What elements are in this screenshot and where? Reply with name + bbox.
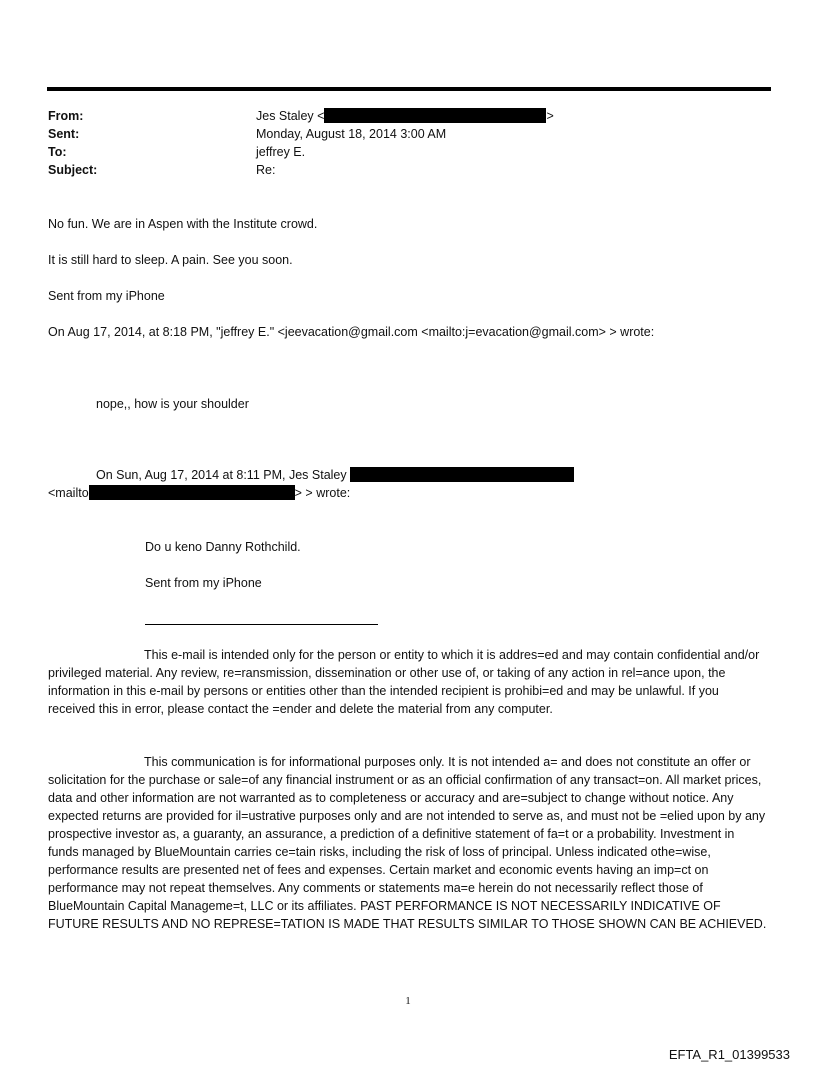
quoted-line: Sent from my iPhone [145,576,262,590]
quoted-line: Do u keno Danny Rothchild. [145,540,301,554]
sent-label: Sent: [48,127,80,141]
redaction-bar [89,485,295,500]
disclaimer-paragraph: This e-mail is intended only for the person or entity to which it is addres=ed and may contain confidential and/or privileged material. Any review, re=ransmission, dissemination or other use of, or taking of any action in rel=ance upon, the information in this e-mail by persons or entities other than the intended recipient is prohibi=ed and may be unlawful. If you received this in error, please contact the =ender and delete the material from any computer. [48,648,760,716]
document-id: EFTA_R1_01399533 [668,1047,790,1062]
from-name: Jes Staley < [256,109,325,123]
signature-divider [145,624,378,625]
subject-value: Re: [256,163,276,177]
quote-attribution: On Sun, Aug 17, 2014 at 8:11 PM, Jes Staley [96,468,351,482]
quote-wrote: > > wrote: [294,486,351,500]
sent-value: Monday, August 18, 2014 3:00 AM [256,127,447,141]
from-label: From: [48,109,84,123]
redaction-bar [350,467,574,482]
redaction-bar [324,108,546,123]
quoted-header [48,484,350,502]
from-value [256,107,554,125]
disclaimer-paragraph: This communication is for informational purposes only. It is not intended a= and does not constitute an offer or solicitation for the purchase or sale=of any financial instrument or as an official confirmation of any transact=on. All market prices, data and other information are not warranted as to completeness or accuracy and are=subject to change without notice. Any expected returns are provided for il=ustrative purposes only and are not intended to serve as, and must not be =elied upon by any prospective investor as, a guaranty, an assurance, a prediction of a definitive statement of fa=t or a probability. Investment in funds managed by BlueMountain carries ce=tain risks, including the risk of loss of principal. Unless indicated othe=wise, performance results are presented net of fees and expenses. Certain market and economic events having an imp=ct on performance may not repeat themselves. Any comments or statements ma=e herein do not necessarily reflect those of BlueMountain Capital Manageme=t, LLC or its affiliates. PAST PERFORMANCE IS NOT NECESSARILY INDICATIVE OF FUTURE RESULTS AND NO REPRESE=TATION IS MADE THAT RESULTS SIMILAR TO THOSE SHOWN CAN BE ACHIEVED. [48,755,767,931]
page-number: 1 [405,995,411,1007]
body-line: No fun. We are in Aspen with the Institute crowd. [48,217,318,231]
to-label: To: [48,145,67,159]
quoted-header [96,466,574,484]
header-rule [47,87,771,91]
quoted-header: On Aug 17, 2014, at 8:18 PM, "jeffrey E." <jeevacation@gmail.com <mailto:j=evacation@gmail.com> > wrote: [48,325,655,339]
quoted-line: nope,, how is your shoulder [96,397,249,411]
from-close: > [546,109,554,123]
body-line: It is still hard to sleep. A pain. See you soon. [48,253,293,267]
to-value: jeffrey E. [256,145,306,159]
body-line: Sent from my iPhone [48,289,165,303]
subject-label: Subject: [48,163,98,177]
quote-mailto: <mailto [48,486,89,500]
